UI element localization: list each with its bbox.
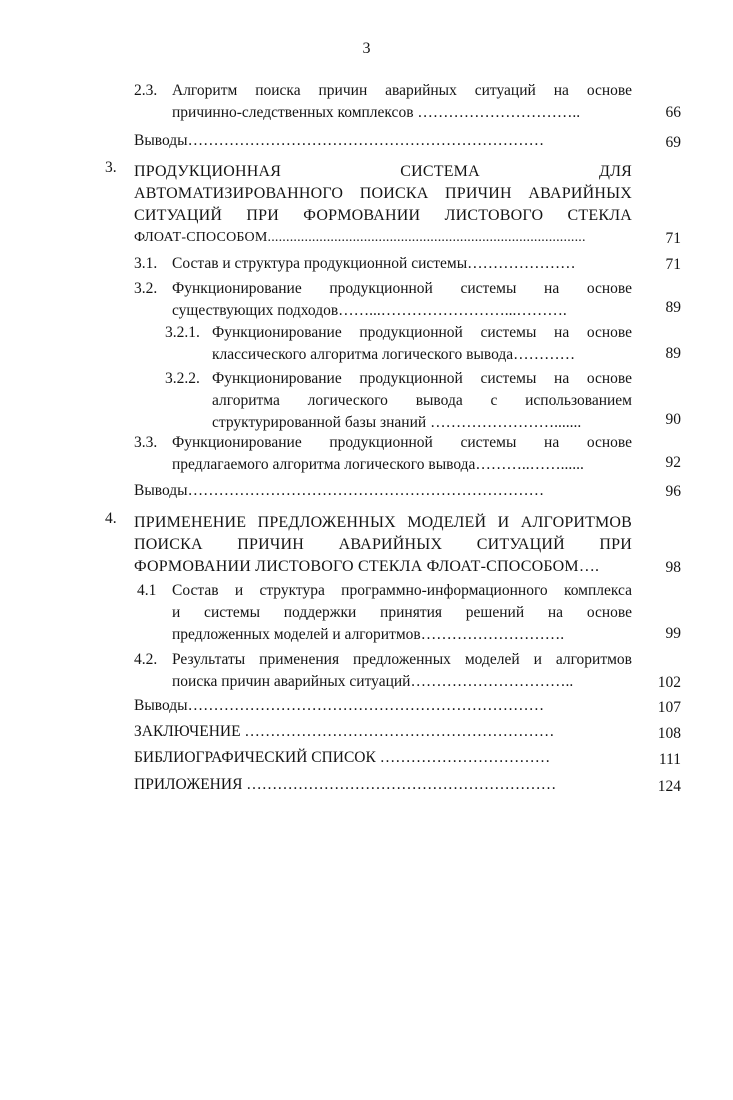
entry-title: ПРИЛОЖЕНИЯ …………………………………………………… bbox=[134, 776, 557, 793]
entry-label: 3.2.1. bbox=[165, 324, 200, 341]
entry-page: 98 bbox=[665, 559, 681, 576]
entry-label: 4. bbox=[105, 510, 117, 527]
entry-page: 108 bbox=[657, 725, 681, 742]
entry-page: 96 bbox=[665, 483, 681, 500]
entry-title: Функционирование продукционной системы на основе алгоритма логического вывода с использованием структурированной базы знаний ……………………....... bbox=[212, 370, 632, 431]
entry-page: 92 bbox=[665, 454, 681, 471]
entry-title: ПРОДУКЦИОННАЯ СИСТЕМА ДЛЯ АВТОМАТИЗИРОВАННОГО ПОИСКА ПРИЧИН АВАРИЙНЫХ СИТУАЦИЙ ПРИ ФОРМОВАНИИ ЛИСТОВОГО СТЕКЛА ФЛОАТ-СПОСОБОМ...................................................................................... bbox=[134, 163, 632, 245]
entry-label: 3.2. bbox=[134, 280, 158, 297]
entry-title: ЗАКЛЮЧЕНИЕ …………………………………………………… bbox=[134, 723, 555, 740]
entry-page: 90 bbox=[665, 411, 681, 428]
entry-page: 66 bbox=[665, 104, 681, 121]
entry-title: Состав и структура продукционной системы………………… bbox=[172, 255, 576, 272]
entry-page: 89 bbox=[665, 345, 681, 362]
entry-label: 4.1 bbox=[137, 582, 157, 599]
entry-title: Выводы…………………………………………………………… bbox=[134, 697, 545, 714]
entry-title: Состав и структура программно-информационного комплекса и системы поддержки принятия решений на основе предложенных моделей и алгоритмов………………………. bbox=[172, 582, 632, 643]
entry-title: Функционирование продукционной системы на основе классического алгоритма логического вывода………… bbox=[212, 324, 632, 363]
entry-label: 3. bbox=[105, 159, 117, 176]
entry-label: 3.2.2. bbox=[165, 370, 200, 387]
entry-title: БИБЛИОГРАФИЧЕСКИЙ СПИСОК …………………………… bbox=[134, 749, 551, 766]
entry-page: 71 bbox=[665, 230, 681, 247]
entry-page: 111 bbox=[658, 751, 681, 768]
entry-page: 71 bbox=[665, 256, 681, 273]
entry-page: 107 bbox=[657, 699, 681, 716]
entry-label: 2.3. bbox=[134, 82, 158, 99]
entry-title: Функционирование продукционной системы на основе существующих подходов……...……………………...………. bbox=[172, 280, 632, 319]
entry-page: 124 bbox=[657, 778, 681, 795]
page-number: 3 bbox=[362, 40, 371, 57]
entry-page: 69 bbox=[665, 134, 681, 151]
entry-title: Алгоритм поиска причин аварийных ситуаций на основе причинно-следственных комплексов ………………………….. bbox=[172, 82, 632, 121]
entry-title: ПРИМЕНЕНИЕ ПРЕДЛОЖЕННЫХ МОДЕЛЕЙ И АЛГОРИТМОВ ПОИСКА ПРИЧИН АВАРИЙНЫХ СИТУАЦИЙ ПРИ ФОРМОВАНИИ ЛИСТОВОГО СТЕКЛА ФЛОАТ-СПОСОБОМ…. bbox=[134, 514, 632, 575]
entry-label: 3.3. bbox=[134, 434, 158, 451]
entry-title: Выводы…………………………………………………………… bbox=[134, 482, 545, 499]
entry-page: 89 bbox=[665, 299, 681, 316]
entry-label: 4.2. bbox=[134, 651, 158, 668]
entry-page: 102 bbox=[657, 674, 681, 691]
entry-label: 3.1. bbox=[134, 255, 158, 272]
entry-page: 99 bbox=[665, 625, 681, 642]
entry-title: Результаты применения предложенных моделей и алгоритмов поиска причин аварийных ситуаций………………………….. bbox=[172, 651, 632, 690]
entry-title: Выводы…………………………………………………………… bbox=[134, 132, 545, 149]
entry-title: Функционирование продукционной системы на основе предлагаемого алгоритма логического вывода………..……...... bbox=[172, 434, 632, 473]
